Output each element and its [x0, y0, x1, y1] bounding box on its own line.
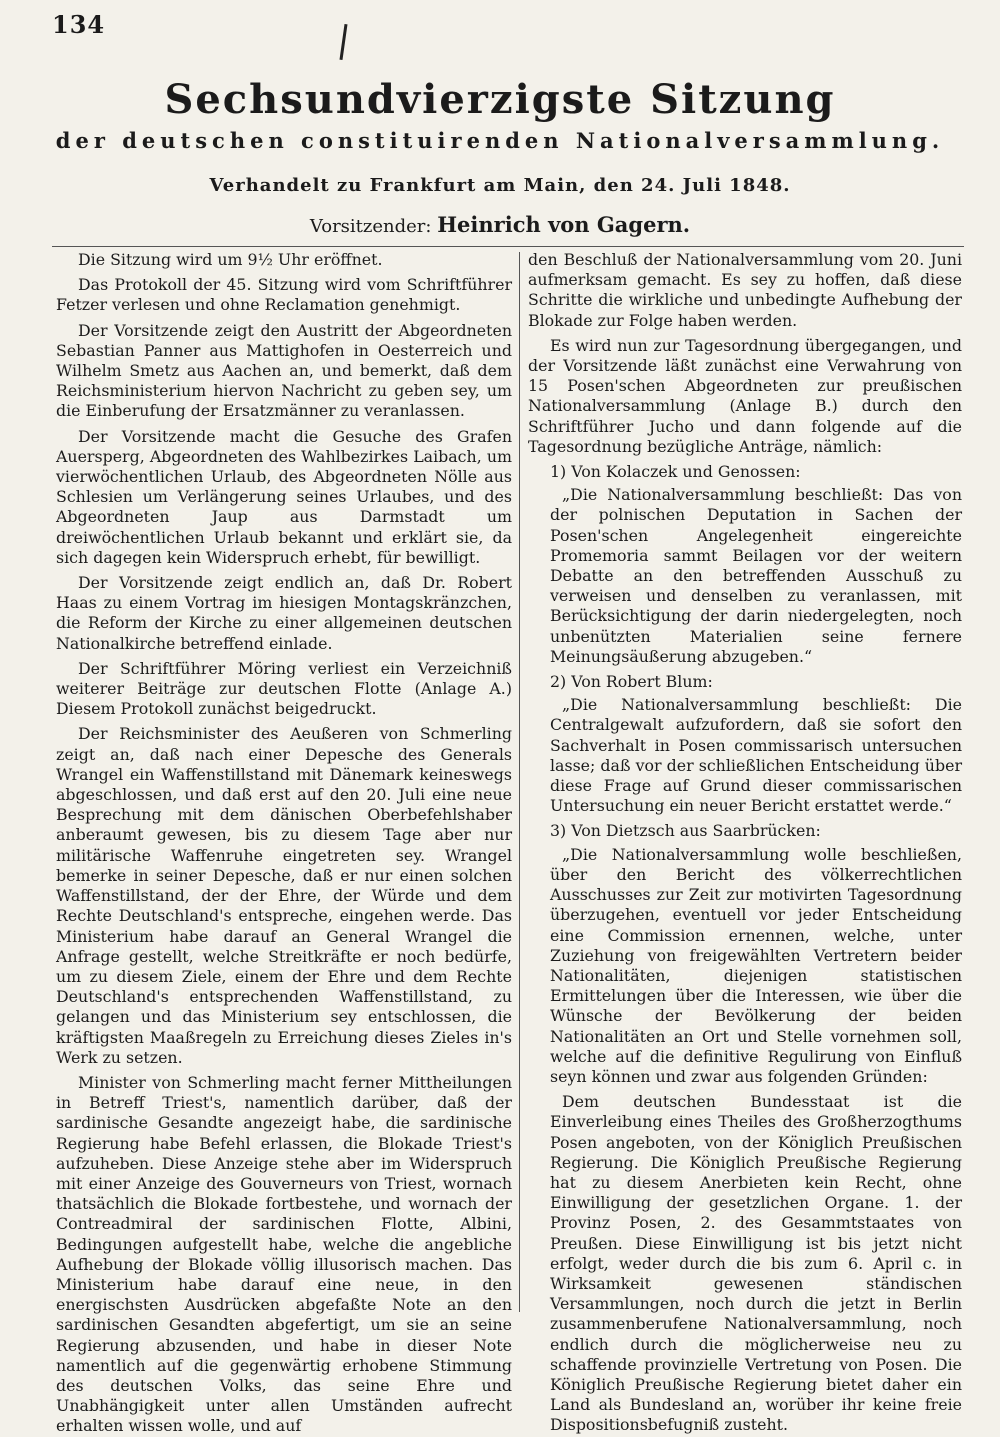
- left-paragraph: Der Vorsitzende zeigt den Austritt der Abgeordneten Sebastian Panner aus Mattighofen in Oesterreich und Wilhelm Smetz aus Aachen an, und bemerkt, daß dem Reichsministerium hiervon Nachricht zu geben sey, um die Einberufung der Ersatzmänner zu veranlassen.: [56, 320, 512, 421]
- motion-heading: 3) Von Dietzsch aus Saarbrücken:: [550, 821, 821, 841]
- chair-label: Vorsitzender:: [309, 216, 432, 237]
- motion-quote: „Die Nationalversammlung beschließt: Das von der polnischen Deputation in Sachen der Posen'schen Angelegenheit eingereichte Promemoria sammt Beilagen vor der weitern Debatte an den betreffenden Ausschuß zu verweisen und denselben zu veranlassen, mit Berücksichtigung der darin niedergelegten, noch unbenützten Materialien seine fernere Meinungsäußerung abzugeben.“: [550, 485, 962, 666]
- motion-heading: 2) Von Robert Blum:: [550, 672, 713, 692]
- header-rule: [52, 246, 964, 247]
- right-column: [528, 250, 962, 1435]
- left-paragraph: Die Sitzung wird um 9½ Uhr eröffnet.: [78, 250, 383, 269]
- page-number: 134: [52, 10, 106, 39]
- motion-heading: 1) Von Kolaczek und Genossen:: [550, 462, 801, 482]
- left-paragraph: Das Protokoll der 45. Sitzung wird vom Schriftführer Fetzer verlesen und ohne Reclamation genehmigt.: [56, 275, 512, 315]
- left-paragraph: Der Schriftführer Möring verliest ein Verzeichniß weiterer Beiträge zur deutschen Flotte (Anlage A.) Diesem Protokoll zunächst beigedruckt.: [56, 658, 512, 719]
- ink-mark: [340, 24, 348, 60]
- motion-quote: „Die Nationalversammlung wolle beschließen, über den Bericht des völkerrechtlichen Ausschusses zur Zeit zur motivirten Tagesordnung überzugehen, eventuell vor jeder Entscheidung eine Commission ernennen, welche, unter Zuziehung von freigewählten Vertretern beider Nationalitäten, diejenigen statistischen Ermittelungen über die Interessen, wie über die Wünsche der Bevölkerung der beiden Nationalitäten an Ort und Stelle vornehmen soll, welche auf die definitive Regulirung von Einfluß seyn können und zwar aus folgenden Gründen:: [550, 844, 962, 1086]
- left-column: [56, 250, 512, 1436]
- motion-quote: „Die Nationalversammlung beschließt: Die Centralgewalt aufzufordern, daß sie sofort den Sachverhalt in Posen commissarisch untersuchen lasse; daß vor der schließlichen Entscheidung über diese Frage auf Grund dieser commissarischen Untersuchung ein neuer Bericht erstattet werde.“: [550, 695, 962, 816]
- session-title: Sechsundvierzigste Sitzung: [164, 76, 836, 123]
- left-paragraph: Der Vorsitzende macht die Gesuche des Grafen Auersperg, Abgeordneten des Wahlbezirkes Laibach, um vierwöchentlichen Urlaub, des Abgeordneten Nölle aus Schlesien um Verlängerung seines Urlaubes, und des Abgeordneten Jaup aus Darmstadt um dreiwöchentlichen Urlaub bekannt und erklärt sie, da sich dagegen kein Widerspruch erhebt, für bewilligt.: [56, 426, 512, 567]
- session-subtitle: der deutschen constituirenden Nationalversammlung.: [55, 128, 945, 153]
- motion-quote: Dem deutschen Bundesstaat ist die Einverleibung eines Theiles des Großherzogthums Posen angeboten, von der Königlich Preußischen Regierung. Die Königlich Preußische Regierung hat zu diesem Anerbieten kein Recht, ohne Einwilligung der gesetzlichen Organe. 1. der Provinz Posen, 2. des Gesammtstaates von Preußen. Diese Einwilligung ist bis jetzt nicht erfolgt, weder durch die bis zum 6. April c. in Wirksamkeit gewesenen ständischen Versammlungen, noch durch die jetzt in Berlin zusammenberufene Nationalversammlung, noch endlich durch die möglicherweise neu zu schaffende provinzielle Vertretung von Posen. Die Königlich Preußische Regierung bietet daher ein Land als Bundesland an, worüber ihr keine freie Dispositionsbefugniß zusteht.: [550, 1092, 962, 1435]
- right-paragraph: den Beschluß der Nationalversammlung vom 20. Juni aufmerksam gemacht. Es sey zu hoffen, daß diese Schritte die wirkliche und unbedingte Aufhebung der Blokade zur Folge haben werden.: [528, 250, 962, 330]
- column-separator: [519, 252, 520, 1312]
- chair-line: [0, 212, 1000, 237]
- right-paragraph: Es wird nun zur Tagesordnung übergegangen, und der Vorsitzende läßt zunächst eine Verwahrung von 15 Posen'schen Abgeordneten zur preußischen Nationalversammlung (Anlage B.) durch den Schriftführer Jucho und dann folgende auf die Tagesordnung bezügliche Anträge, nämlich:: [528, 335, 962, 456]
- left-paragraph: Der Reichsminister des Aeußeren von Schmerling zeigt an, daß nach einer Depesche des Generals Wrangel ein Waffenstillstand mit Dänemark keineswegs abgeschlossen, und daß erst auf den 20. Juli eine neue Besprechung mit dem dänischen Oberbefehlshaber anberaumt gewesen, bis zu diesem Tage aber nur militärische Waffenruhe eingetreten sey. Wrangel bemerke in seiner Depesche, daß er nur einen solchen Waffenstillstand, der der Ehre, der Würde und dem Rechte Deutschland's entspreche, eingehen werde. Das Ministerium habe darauf an General Wrangel die Anfrage gestellt, welche Streitkräfte er noch bedürfe, um zu diesem Ziele, einem der Ehre und dem Rechte Deutschland's entsprechenden Waffenstillstand, zu gelangen und das Ministerium sey entschlossen, die kräftigsten Maaßregeln zu Erreichung dieses Zieles in's Werk zu setzen.: [56, 724, 512, 1067]
- chair-name: Heinrich von Gagern.: [437, 212, 691, 237]
- dateline: Verhandelt zu Frankfurt am Main, den 24. Juli 1848.: [209, 175, 791, 196]
- left-paragraph: Der Vorsitzende zeigt endlich an, daß Dr. Robert Haas zu einem Vortrag im hiesigen Montagskränzchen, die Reform der Kirche zu einer allgemeinen deutschen Nationalkirche betreffend einlade.: [56, 573, 512, 653]
- left-paragraph: Minister von Schmerling macht ferner Mittheilungen in Betreff Triest's, namentlich darüber, daß der sardinische Gesandte angezeigt habe, die sardinische Regierung habe Befehl erlassen, die Blokade Triest's aufzuheben. Diese Anzeige stehe aber im Widerspruch mit einer Anzeige des Gouverneurs von Triest, wornach thatsächlich die Blokade fortbestehe, und wornach der Contreadmiral der sardinischen Flotte, Albini, Bedingungen aufgestellt habe, welche die angebliche Aufhebung der Blokade völlig illusorisch machen. Das Ministerium habe darauf eine neue, in den energischsten Ausdrücken abgefaßte Note an den sardinischen Gesandten abgefertigt, um sie an seine Regierung abzusenden, und habe in dieser Note namentlich auf die gegenwärtig erhobene Stimmung des deutschen Volks, das seine Ehre und Unabhängigkeit unter allen Umständen aufrecht erhalten wissen wolle, und auf: [56, 1072, 512, 1436]
